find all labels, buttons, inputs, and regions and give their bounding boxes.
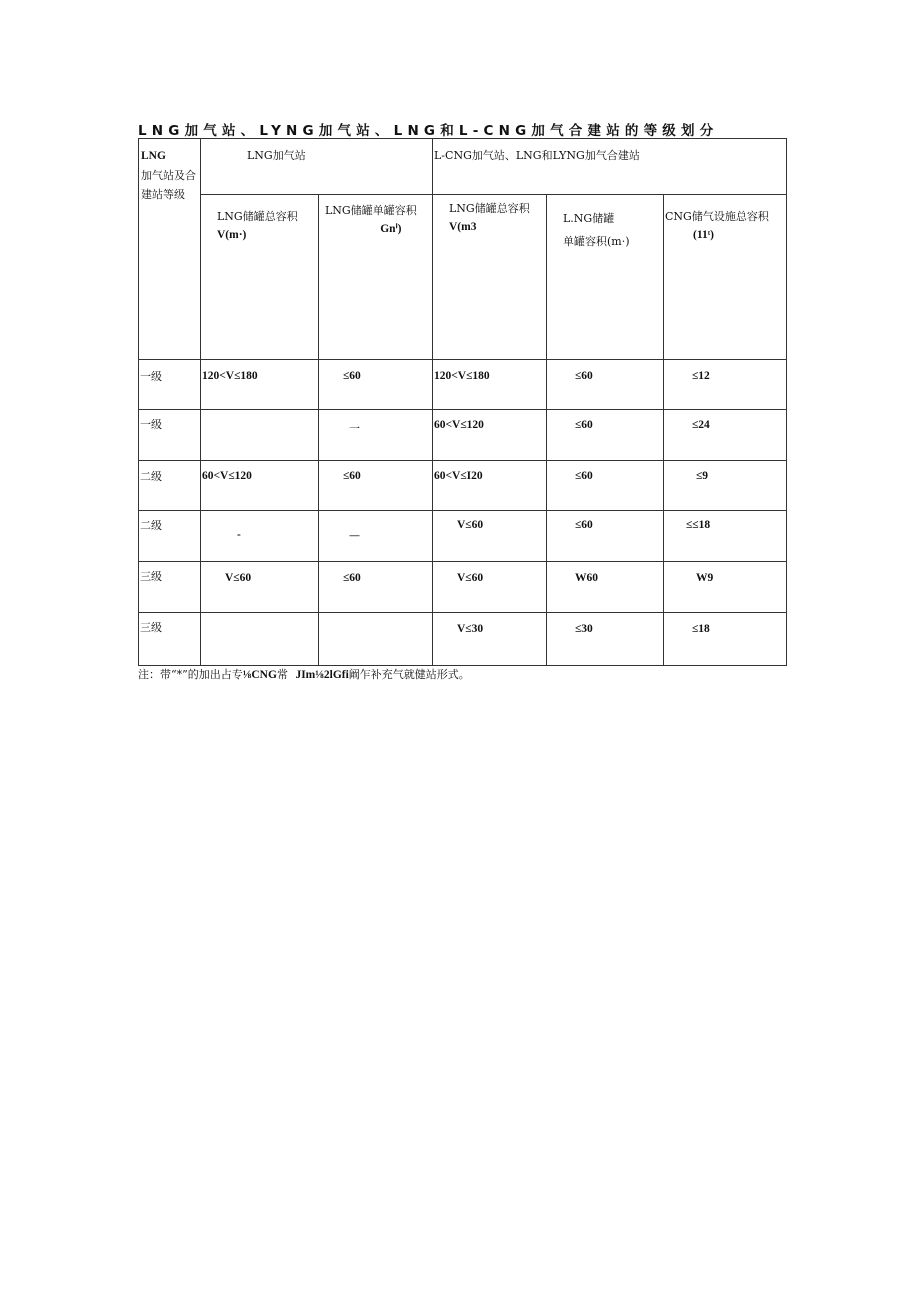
table-row [139,613,787,666]
footnote-part-c: 常 [276,668,288,681]
data-cell [319,461,433,511]
combined-single-volume: ≤60 [575,419,593,431]
lng-station-group-header [201,139,433,195]
data-cell [319,410,433,461]
table-row [139,410,787,461]
combined-station-group-label: L-CNG加气站、LNG和LYNG加气合建站 [434,149,640,162]
combined-total-volume: 60<V≤120 [434,419,484,431]
combined-total-volume: V≤30 [457,623,484,635]
lng-single-volume: — [349,529,360,542]
grade-header-line-3: 建站等级 [141,188,185,201]
sub-header-3-line-1: LNG储罐总容积 [449,202,530,215]
sub-header-2-line-2: Gnⁱ) [380,223,402,235]
lng-total-volume: - [237,529,241,541]
grade-label: 一级 [140,418,162,431]
cng-storage-volume: ≤12 [692,370,710,382]
sub-header-4 [547,195,664,360]
data-cell [547,511,664,562]
sub-header-5-line-1: CNG储气设施总容积 [665,210,769,223]
sub-header-1-line-2: V(m·) [217,229,247,241]
footnote-part-e: 阚乍补充气就健站形式。 [348,668,470,681]
combined-single-volume: ≤60 [575,370,593,382]
data-cell [319,613,433,666]
cng-storage-volume: ≤9 [696,470,709,482]
lng-single-volume: 一 [349,422,360,435]
header-row-2 [139,195,787,360]
grade-table [138,138,787,666]
data-cell [547,360,664,410]
table-row [139,511,787,562]
grade-header-cell [139,139,201,360]
grade-cell [139,613,201,666]
data-cell [201,410,319,461]
footnote-part-b: ⅛CNG [242,669,277,681]
data-cell [433,562,547,613]
combined-single-volume: ≤60 [575,519,593,531]
data-cell [433,461,547,511]
data-cell [201,613,319,666]
sub-header-3 [433,195,547,360]
data-cell [664,613,787,666]
grade-header-line-2: 加气站及合 [141,169,196,182]
grade-label: 三级 [140,621,162,634]
sub-header-5-line-2: (11ᵗ) [693,229,714,241]
combined-single-volume: W60 [575,572,598,584]
sub-header-4-line-2: 单罐容积(m·) [563,235,630,248]
footnote-part-d: JIm⅛2lGfi [295,669,349,681]
sub-header-1-line-1: LNG储罐总容积 [217,210,298,223]
data-cell [547,562,664,613]
combined-total-volume: V≤60 [457,572,484,584]
data-cell [664,410,787,461]
combined-station-group-header [433,139,787,195]
data-cell [664,562,787,613]
data-cell [664,461,787,511]
data-cell [547,410,664,461]
grade-cell [139,410,201,461]
data-cell [547,461,664,511]
cng-storage-volume: ≤≤18 [686,519,711,531]
table-footnote [138,666,470,682]
cng-storage-volume: W9 [696,572,714,584]
table-title: LNG加气站、LYNG加气站、LNG和L-CNG加气合建站的等级划分 [138,123,719,139]
data-cell [547,613,664,666]
sub-header-2 [319,195,433,360]
combined-single-volume: ≤30 [575,623,593,635]
data-cell [664,511,787,562]
lng-total-volume: V≤60 [225,572,252,584]
lng-single-volume: ≤60 [343,572,361,584]
grade-cell [139,360,201,410]
lng-single-volume: ≤60 [343,370,361,382]
data-cell [201,461,319,511]
data-cell [201,562,319,613]
data-cell [201,360,319,410]
sub-header-1 [201,195,319,360]
sub-header-3-line-2: V(m3 [449,221,477,233]
sub-header-4-line-1: L.NG储罐 [563,212,615,225]
lng-single-volume: ≤60 [343,470,361,482]
grade-cell [139,461,201,511]
header-row-1 [139,139,787,195]
grade-label: 三级 [140,570,162,583]
grade-label: 二级 [140,470,162,483]
grade-header-line-1: LNG [141,150,166,162]
sub-header-2-line-1: LNG储罐单罐容积 [325,204,417,217]
grade-cell [139,511,201,562]
cng-storage-volume: ≤24 [692,419,710,431]
data-cell [433,410,547,461]
data-cell [433,613,547,666]
data-cell [664,360,787,410]
data-cell [433,360,547,410]
cng-storage-volume: ≤18 [692,623,710,635]
data-cell [319,562,433,613]
lng-station-group-label: LNG加气站 [247,149,306,162]
combined-single-volume: ≤60 [575,470,593,482]
data-cell [433,511,547,562]
lng-total-volume: 120<V≤180 [202,370,258,382]
combined-total-volume: 60<V≤I20 [434,470,483,482]
combined-total-volume: V≤60 [457,519,484,531]
data-cell [201,511,319,562]
combined-total-volume: 120<V≤180 [434,370,490,382]
table-row [139,360,787,410]
data-cell [319,511,433,562]
table-row [139,461,787,511]
grade-label: 二级 [140,519,162,532]
lng-total-volume: 60<V≤120 [202,470,252,482]
grade-cell [139,562,201,613]
data-cell [319,360,433,410]
footnote-part-a: 注：带“*”的加出占专 [138,668,243,681]
sub-header-5 [664,195,787,360]
grade-label: 一级 [140,370,162,383]
table-row [139,562,787,613]
